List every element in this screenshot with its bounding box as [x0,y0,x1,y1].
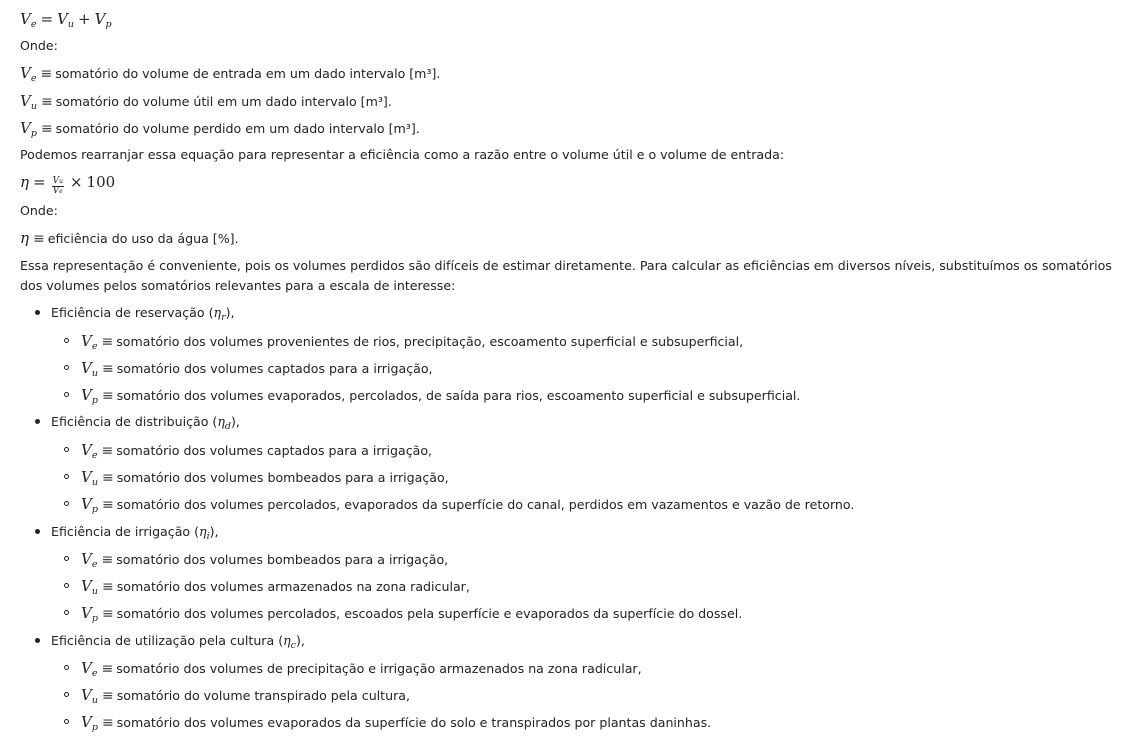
cultura-ve: $V_e$ ≡ somatório dos volumes de precipitação e irrigação armazenados na zona radicular, [81,659,642,679]
intro-paragraph: Essa representação é conveniente, pois os volumes perdidos são difíceis de estimar diretamente. Para calcular as eficiências em diversos níveis, substituímos os somatórios dos volumes pelos somatórios relevantes para a escala de interesse: [20,258,1112,293]
definition-eta: η ≡ eficiência do uso da água [%]. [20,229,239,247]
level-reservacao: Eficiência de reservação $(\eta_r)$, [51,305,235,323]
distribuicao-vu: $V_u$ ≡ somatório dos volumes bombeados para a irrigação, [81,468,449,488]
circle-marker [64,365,69,370]
rearrange-text: Podemos rearranjar essa equação para representar a eficiência como a razão entre o volume útil e o volume de entrada: [20,147,785,162]
circle-marker [64,719,69,724]
circle-marker [64,501,69,506]
irrigacao-vp: $V_p$ ≡ somatório dos volumes percolados, escoados pela superfície e evaporados da superfície do dossel. [81,604,743,624]
irrigacao-ve: $V_e$ ≡ somatório dos volumes bombeados para a irrigação, [81,550,449,570]
level-cultura: Eficiência de utilização pela cultura $(\eta_c)$, [51,633,305,651]
cultura-vu: $V_u$ ≡ somatório do volume transpirado pela cultura, [81,686,410,706]
circle-marker [64,583,69,588]
onde-label-2: Onde: [20,203,58,218]
symbol-vu: $V_u$ [57,10,75,30]
circle-marker [64,556,69,561]
bullet-marker [35,419,40,424]
irrigacao-vu: $V_u$ ≡ somatório dos volumes armazenados na zona radicular, [81,577,470,597]
circle-marker [64,447,69,452]
circle-marker [64,338,69,343]
symbol-eta: η [20,173,29,191]
level-irrigacao: Eficiência de irrigação $(\eta_i)$, [51,524,219,542]
equation-efficiency: η = $\frac{Vu}{Ve}$ × 100 [20,173,116,196]
circle-marker [64,392,69,397]
reservacao-vu: $V_u$ ≡ somatório dos volumes captados para a irrigação, [81,359,433,379]
distribuicao-ve: $V_e$ ≡ somatório dos volumes captados para a irrigação, [81,441,433,461]
reservacao-vp: $V_p$ ≡ somatório dos volumes evaporados, percolados, de saída para rios, escoamento superficial e subsuperficial. [81,386,801,406]
definition-vp: $V_p$ ≡ somatório do volume perdido em um dado intervalo [m³]. [20,119,420,139]
circle-marker [64,665,69,670]
circle-marker [64,692,69,697]
distribuicao-vp: $V_p$ ≡ somatório dos volumes percolados, evaporados da superfície do canal, perdidos em vazamentos e vazão de retorno. [81,495,855,515]
definition-ve: $V_e$ ≡ somatório do volume de entrada em um dado intervalo [m³]. [20,64,441,84]
equation-balance [20,9,112,35]
equals-sign: = [40,10,54,28]
symbol-vp: $V_p$ [94,10,112,30]
bullet-marker [35,310,40,315]
onde-label: Onde: [20,38,58,53]
level-distribuicao: Eficiência de distribuição $(\eta_d)$, [51,414,240,432]
symbol-ve: $V_e$ [20,10,37,30]
plus-sign: + [78,10,91,28]
circle-marker [64,474,69,479]
bullet-marker [35,638,40,643]
circle-marker [64,610,69,615]
bullet-marker [35,529,40,534]
fraction-vu-ve: $\frac{Vu}{Ve}$ [52,176,63,196]
cultura-vp: $V_p$ ≡ somatório dos volumes evaporados da superfície do solo e transpirados por plantas daninhas. [81,713,712,733]
reservacao-ve: $V_e$ ≡ somatório dos volumes provenientes de rios, precipitação, escoamento superficial e subsuperficial, [81,332,744,352]
definition-vu: $V_u$ ≡ somatório do volume útil em um dado intervalo [m³]. [20,92,392,112]
